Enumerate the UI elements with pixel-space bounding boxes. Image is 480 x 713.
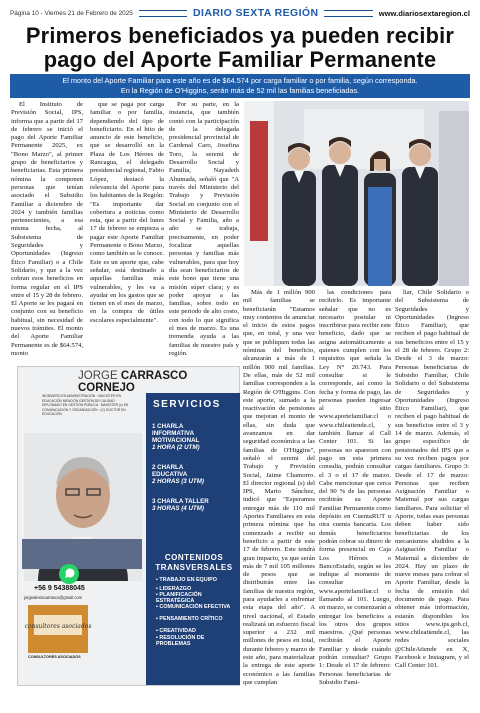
article-column-5 bbox=[319, 289, 391, 687]
newspaper-name: DIARIO SEXTA REGIÓN bbox=[193, 7, 319, 19]
lead-line-2: En la Región de O'Higgins, serán más de 52 mil las familias beneficiadas. bbox=[120, 86, 360, 95]
ad-name bbox=[78, 370, 239, 394]
ad-phone[interactable]: +56 9 54388045 bbox=[34, 585, 85, 592]
topic-item: ▪ PENSAMIENTO CRÍTICO bbox=[156, 616, 223, 622]
topic-label: PENSAMIENTO CRÍTICO bbox=[159, 616, 223, 622]
page-info: Página 10 - Viernes 21 de Febrero de 2025 bbox=[10, 9, 133, 17]
topic-item: ▪ RESOLUCIÓN DE PROBLEMAS bbox=[156, 635, 205, 647]
lead-line-1: El monto del Aporte Familiar para este año es de $64.574 por carga familiar o por familia, según corresponda. bbox=[62, 76, 418, 85]
topic-item: ▪ COMUNICACIÓN EFECTIVA bbox=[156, 604, 231, 610]
contents-title-line-2: TRANSVERSALES bbox=[155, 562, 233, 572]
contents-title bbox=[151, 553, 237, 572]
page-header bbox=[10, 6, 470, 20]
logo-script-text: consultores asociados bbox=[24, 623, 92, 630]
service-3-line-1: 3 CHARLA TALLER bbox=[152, 498, 209, 505]
group-photo-illustration bbox=[244, 101, 469, 286]
website-link[interactable]: www.diariosextaregion.cl bbox=[378, 8, 470, 18]
service-1-line-3: MOTIVACIONAL bbox=[152, 437, 200, 444]
topic-item: ▪ LIDERAZGO bbox=[156, 586, 192, 592]
advertisement[interactable] bbox=[17, 366, 240, 686]
ad-qualifications: INGENIERO EN ADMINISTRACIÓN · MAGISTER EN EDUCACIÓN MENCIÓN GESTIÓN DE CALIDAD · DIPLOMADO EN GESTIÓN PÚBLICA · MAGISTER (c) EN COMUNICACIÓN Y ORGANIZACIÓN · (C) DOCTOR EN EDUCACIÓN bbox=[42, 394, 129, 416]
column-text: liar, Chile Solidario o del Subsistema de Seguridades y Oportunidades (Ingreso Ético Familiar), que reciben el pago habitual de sus beneficios entre el 15 y el 28 de febrero. Grupo 2: Desde el 3 de marzo: Personas beneficiarias de Subsidio Familiar, Chile Solidario o del Subsistema de Seguridades y Oportunidades (Ingreso Ético Familiar), que reciben el pago habitual de sus beneficios entre el 3 y 14 de marzo. Además, el grupo específico de pensionados del IPS que a su vez reciben pagos por cargas familiares. Grupo 3: Desde el 17 de marzo: Personas que reciben Asignación Familiar o Maternal por sus cargas familiares. Para solicitar el Aporte, todas esas personas deben haber sido beneficiarias de los mecanismos aludidos a la Asignación Familiar o Maternal a diciembre de 2024. Hay un plazo de nueve meses para cobrar el Aporte Familiar, desde la fecha de emisión del documento de pago. Para obtener más información, estarán disponibles los sitios www.ips.gob.cl, www.chileatiende.cl, las redes sociales @ChileAtiende en X, Facebook e Instagram, y el Call Center 101. bbox=[395, 289, 469, 670]
headline-line-2: pago del Aporte Familiar Permanente bbox=[43, 47, 437, 72]
service-3-price: 3 HORAS (4 UTM) bbox=[152, 505, 204, 512]
contents-title-line-1: CONTENIDOS bbox=[164, 553, 224, 562]
article-column-4 bbox=[243, 289, 315, 687]
article-column-1 bbox=[11, 101, 83, 358]
ad-email[interactable]: jorgealexiscarrasco@gmail.com bbox=[24, 595, 83, 600]
service-2-line-2: EDUCATIVA bbox=[152, 471, 188, 478]
header-rule-right bbox=[324, 10, 372, 17]
headline-line-1: Primeros beneficiados ya pueden recibir bbox=[25, 23, 455, 48]
article-column-6 bbox=[395, 289, 469, 671]
service-1[interactable] bbox=[152, 423, 200, 451]
topic-label: LIDERAZGO bbox=[159, 586, 192, 592]
article-photo bbox=[244, 101, 469, 286]
column-text: Más de 1 millón 900 mil familias se beneficiarán "Estamos muy contentos de anunciar el inicio de estos pagos que, en total, y una vez que se publiquen todas las nóminas del beneficio, alcanzarán a más de 1 millón 900 mil familias. De ellas, más de 52 mil familias corresponden a la Región de O'Higgins. Con este aporte, sumado a la reactivación de pensiones que mejoran el monto de ellas, sin duda que avanzamos en dar seguridad económica a las familias de O'Higgins", señaló el seremi del Trabajo y Previsión Social, Jaime Chamorro. El director regional (s) del IPS, Mario Sánchez, indicó que "Esperamos entregar más de 110 mil Aportes Familiares en esta primera nómina que ha comenzado a recibir su beneficio a partir de este 17 de febrero. Este tendrá gran impacto, ya que serán más de 7 mil 105 millones de pesos que se distribuirán entre las familias de nuestra región, para ayudarles a enfrentar esta etapa del año". A nivel nacional, el Estado realizará un esfuerzo fiscal superior a 232 mil millones de pesos en total, durante febrero y marzo de este año, para materializar la entrega de este aporte económico a las familias que cumplan bbox=[243, 289, 315, 686]
article-headline bbox=[10, 24, 470, 72]
topic-label: RESOLUCIÓN DE PROBLEMAS bbox=[156, 635, 205, 647]
ad-last-name: CARRASCO CORNEJO bbox=[78, 370, 188, 394]
ad-first-name: JORGE bbox=[78, 370, 118, 382]
service-1-price: 1 HORA (2 UTM) bbox=[152, 444, 200, 451]
topic-label: COMUNICACIÓN EFECTIVA bbox=[159, 604, 231, 610]
topic-item: ▪ TRABAJO EN EQUIPO bbox=[156, 577, 217, 583]
service-1-line-2: INFORMATIVA bbox=[152, 430, 195, 437]
topic-item: ▪ CREATIVIDAD bbox=[156, 628, 196, 634]
services-title: SERVICIOS bbox=[153, 399, 221, 410]
whatsapp-icon[interactable] bbox=[58, 563, 80, 585]
column-text: El Instituto de Previsión Social, IPS, informa que a partir del 17 de febrero se inició el pago del Aporte Familiar Permanente 2025, ex "Bono Marzo", al primer grupo de beneficiarios y beneficiarias. Esta primera nómina la componen personas que tenían asociado el Subsidio Familiar a diciembre de 2024 y también familias pertenecientes, a esa misma fecha, al Subsistema de Seguridades y Oportunidades (Ingreso Ético Familiar) o a Chile Solidario, y que a la vez cobran esos beneficios en forma regular en el IPS entre el 15 y 28 de febrero. El Aporte se les pagará en conjunto con su beneficio habitual, sin necesidad de nuevos trámites. El monto del Aporte Familiar Permanente es de $64.574, monto bbox=[11, 101, 83, 357]
service-2-line-1: 2 CHARLA bbox=[152, 464, 184, 471]
column-text: Por su parte, en la instancia, que también contó con la participación de la delegada presidencial provincial de Cardenal Caro, Josefina Toro, la seremi de Desarrollo Social y Familia, Nayadeth Ahumada, señaló que "A través del Ministerio del Trabajo y Previsión Social en conjunto con el Ministerio de Desarrollo Social y Familia, año a año se trabaja, precisamente, en poder focalizar aquellas personas y familias más vulnerables, para que hoy día sean beneficiarios de este bono que tiene una misión súper clara; y es poder apoyar a las familias, sobre todo en este periodo de alto costo, con todo lo que significa el mes de marzo. Es una tremenda ayuda a las familias de nuestro país y región. bbox=[169, 101, 239, 357]
service-1-line-1: 1 CHARLA bbox=[152, 423, 184, 430]
header-rule bbox=[139, 10, 187, 17]
service-2[interactable] bbox=[152, 464, 204, 485]
column-text: que se paga por carga familiar o por familia, dependiendo del tipo de beneficiario. En el hito de anuncio de este beneficio, que se desarrolló en la Plaza de Los Héroes de Rancagua, el delegado presidencial regional, Fabio López, destacó la relevancia del Aporte para los habitantes de la Región: "Es importante dar cobertura a noticias como esta, que a partir del lunes 17 de febrero se empieza a pagar este Aporte Familiar Permanente o Bono Marzo, como también se le conoce. Este es un aporte que, cabe señalar, está destinado a aquellas familias más vulnerables, y les va a ayudar en los gastos que se tienen en el mes de marzo, en la compra de útiles escolares especialmente". bbox=[90, 101, 164, 324]
topic-label: PLANIFICACIÓN ESTRATÉGICA bbox=[156, 592, 202, 604]
service-2-price: 2 HORAS (3 UTM) bbox=[152, 478, 204, 485]
service-3[interactable] bbox=[152, 498, 209, 512]
topic-label: CREATIVIDAD bbox=[159, 628, 196, 634]
consultores-caption: CONSULTORES ASOCIADOS bbox=[28, 655, 81, 659]
article-column-2 bbox=[90, 101, 164, 325]
article-lead bbox=[10, 74, 470, 98]
column-text: las condiciones para recibirlo. Es importante señalar que no es necesario postular ni inscribirse para recibir este beneficio, dado que se asigna automáticamente a quienes cumplen con los requisitos que señala la Ley N° 20.743. Para consultar si le corresponde, así como la fecha y forma de pago, las personas pueden ingresar al sitio www.aportefamiliar.cl o www.chileatiende.cl, y también llamar al Call Center 101. Si las personas no aparecen con pago en esta primera consulta, podrán consultar el 3 o el 17 de marzo. Cabe mencionar que cerca del 90 % de las personas recibirán su Aporte Familiar Permanente como depósito en CuentaRUT u otra cuenta bancaria. Los demás beneficiarios podrán cobrar su dinero de forma presencial en Caja Los Héroes o BancoEstado, según se les indique al momento de consultar en www.aportefamiliar.cl o llamando al 101. Luego, en marzo, se comenzarán a entregar los beneficios a los otros dos grupos maestros. ¿Qué personas recibirán el Aporte Familiar y desde cuándo podrán consultar? Grupo 1: Desde el 17 de febrero: Personas beneficiarias de Subsidio Fami- bbox=[319, 289, 391, 686]
consultores-logo bbox=[24, 605, 92, 653]
article-column-3 bbox=[169, 101, 239, 358]
logo-mark-icon bbox=[24, 605, 92, 653]
contents-banner-bg bbox=[22, 539, 142, 569]
topic-item: ▪ PLANIFICACIÓN ESTRATÉGICA bbox=[156, 592, 202, 604]
topic-label: TRABAJO EN EQUIPO bbox=[159, 577, 217, 583]
